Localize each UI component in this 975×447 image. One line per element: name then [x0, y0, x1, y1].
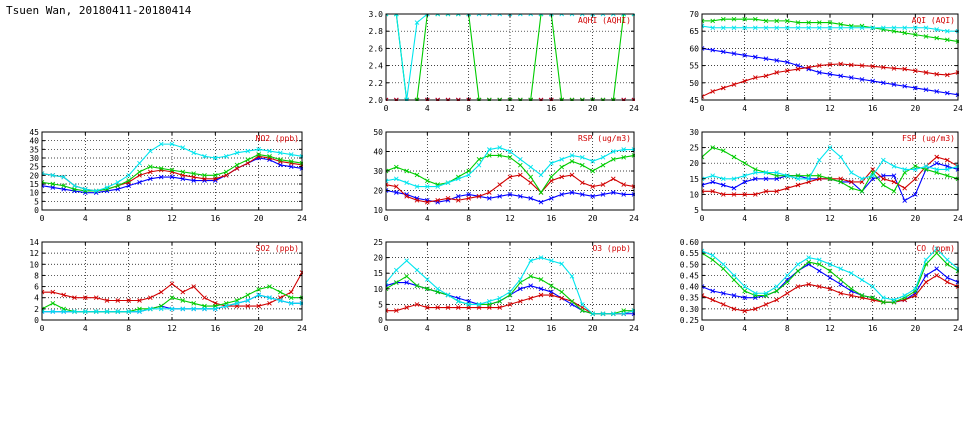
- xtick-label: 12: [825, 214, 835, 223]
- xtick-label: 20: [587, 214, 598, 223]
- chart-title-aqi: AQI (AQI): [911, 16, 955, 25]
- ytick-label: 55: [689, 61, 699, 71]
- ytick-label: 40: [29, 136, 39, 146]
- xtick-label: 0: [383, 324, 389, 333]
- chart-panel-co: [668, 236, 964, 336]
- ytick-label: 2: [34, 304, 39, 314]
- xtick-label: 0: [383, 104, 389, 113]
- ytick-label: 20: [689, 159, 699, 169]
- chart-title-no2: NO2 (ppb): [255, 134, 299, 143]
- ytick-label: 45: [689, 96, 699, 105]
- xtick-label: 20: [253, 214, 264, 223]
- xtick-label: 8: [126, 324, 132, 333]
- xtick-label: 12: [825, 324, 835, 333]
- xtick-label: 16: [867, 104, 878, 113]
- xtick-label: 12: [505, 214, 515, 223]
- ytick-label: 10: [689, 190, 699, 200]
- chart-panel-rsp: [352, 126, 640, 226]
- xtick-label: 4: [82, 214, 88, 223]
- ytick-label: 5: [378, 300, 383, 310]
- chart-title-so2: SO2 (ppb): [255, 244, 299, 253]
- ytick-label: 2.6: [368, 44, 383, 54]
- ytick-label: 5: [34, 197, 39, 207]
- xtick-label: 4: [742, 324, 748, 333]
- ytick-label: 30: [689, 128, 699, 137]
- chart-panel-no2: [8, 126, 308, 226]
- xtick-label: 24: [953, 104, 963, 113]
- chart-so2: [8, 236, 308, 336]
- chart-panel-fsp: [668, 126, 964, 226]
- xtick-label: 8: [784, 104, 790, 113]
- ytick-label: 25: [689, 143, 699, 153]
- ytick-label: 70: [689, 10, 699, 19]
- xtick-label: 8: [466, 214, 472, 223]
- xtick-label: 20: [910, 104, 921, 113]
- ytick-label: 50: [689, 78, 699, 88]
- xtick-label: 24: [953, 324, 963, 333]
- xtick-label: 24: [629, 214, 639, 223]
- xtick-label: 16: [867, 324, 878, 333]
- ytick-label: 0.35: [679, 293, 699, 303]
- chart-rsp: [352, 126, 640, 226]
- ytick-label: 0.30: [679, 304, 699, 314]
- ytick-label: 20: [373, 253, 383, 263]
- xtick-label: 0: [383, 214, 389, 223]
- xtick-label: 24: [629, 324, 639, 333]
- xtick-label: 16: [210, 214, 221, 223]
- xtick-label: 4: [82, 324, 88, 333]
- page-title: Tsuen Wan, 20180411-20180414: [6, 4, 192, 17]
- chart-no2: [8, 126, 308, 226]
- ytick-label: 0.45: [679, 271, 699, 281]
- chart-title-fsp: FSP (ug/m3): [902, 134, 955, 143]
- ytick-label: 15: [689, 174, 699, 184]
- ytick-label: 2.2: [368, 78, 383, 88]
- ytick-label: 5: [694, 206, 699, 215]
- ytick-label: 2.0: [368, 96, 383, 105]
- xtick-label: 24: [629, 104, 639, 113]
- xtick-label: 12: [505, 324, 515, 333]
- ytick-label: 0.50: [679, 260, 699, 270]
- xtick-label: 4: [424, 104, 430, 113]
- chart-aqhi: [352, 8, 640, 116]
- ytick-label: 15: [373, 269, 383, 279]
- xtick-label: 20: [587, 324, 598, 333]
- ytick-label: 2.8: [368, 27, 383, 37]
- xtick-label: 20: [587, 104, 598, 113]
- ytick-label: 15: [29, 180, 39, 189]
- xtick-label: 4: [424, 324, 430, 333]
- ytick-label: 20: [29, 171, 39, 181]
- xtick-label: 16: [546, 214, 557, 223]
- ytick-label: 10: [373, 284, 383, 294]
- chart-title-co: CO (ppm): [916, 244, 955, 253]
- chart-panel-o3: [352, 236, 640, 336]
- xtick-label: 12: [825, 104, 835, 113]
- ytick-label: 10: [373, 206, 383, 215]
- ytick-label: 30: [29, 154, 39, 163]
- ytick-label: 30: [373, 167, 383, 176]
- chart-panel-so2: [8, 236, 308, 336]
- xtick-label: 8: [466, 104, 472, 113]
- xtick-label: 0: [699, 104, 705, 113]
- ytick-label: 45: [29, 128, 39, 137]
- xtick-label: 8: [466, 324, 472, 333]
- ytick-label: 0: [34, 316, 39, 325]
- xtick-label: 24: [297, 214, 307, 223]
- ytick-label: 10: [29, 260, 39, 270]
- ytick-label: 0: [34, 206, 39, 215]
- ytick-label: 3.0: [368, 10, 383, 19]
- xtick-label: 24: [953, 214, 963, 223]
- xtick-label: 24: [297, 324, 307, 333]
- ytick-label: 0.40: [679, 282, 699, 292]
- xtick-label: 20: [910, 324, 921, 333]
- xtick-label: 8: [784, 324, 790, 333]
- ytick-label: 6: [34, 282, 39, 292]
- ytick-label: 10: [29, 188, 39, 198]
- xtick-label: 16: [867, 214, 878, 223]
- xtick-label: 0: [39, 324, 45, 333]
- xtick-label: 8: [784, 214, 790, 223]
- xtick-label: 4: [742, 214, 748, 223]
- chart-title-o3: O3 (ppb): [592, 244, 631, 253]
- ytick-label: 50: [373, 128, 383, 137]
- xtick-label: 20: [253, 324, 264, 333]
- ytick-label: 4: [34, 293, 39, 303]
- xtick-label: 16: [210, 324, 221, 333]
- xtick-label: 16: [546, 324, 557, 333]
- ytick-label: 0.55: [679, 249, 699, 259]
- xtick-label: 8: [126, 214, 132, 223]
- ytick-label: 65: [689, 27, 699, 37]
- xtick-label: 16: [546, 104, 557, 113]
- xtick-label: 0: [39, 214, 45, 223]
- chart-panel-aqi: [668, 8, 964, 116]
- ytick-label: 35: [29, 145, 39, 155]
- ytick-label: 20: [373, 186, 383, 196]
- xtick-label: 0: [699, 214, 705, 223]
- ytick-label: 8: [34, 271, 39, 281]
- ytick-label: 0: [378, 316, 383, 325]
- chart-title-rsp: RSP (ug/m3): [578, 134, 631, 143]
- xtick-label: 4: [424, 214, 430, 223]
- xtick-label: 20: [910, 214, 921, 223]
- xtick-label: 12: [167, 324, 177, 333]
- xtick-label: 12: [505, 104, 515, 113]
- xtick-label: 0: [699, 324, 705, 333]
- ytick-label: 0.60: [679, 238, 699, 247]
- ytick-label: 0.25: [679, 316, 699, 325]
- ytick-label: 25: [29, 162, 39, 172]
- ytick-label: 60: [689, 44, 699, 54]
- xtick-label: 4: [742, 104, 748, 113]
- ytick-label: 14: [29, 238, 39, 247]
- ytick-label: 25: [373, 238, 383, 247]
- chart-o3: [352, 236, 640, 336]
- ytick-label: 40: [373, 147, 383, 157]
- ytick-label: 12: [29, 249, 39, 259]
- chart-aqi: [668, 8, 964, 116]
- chart-co: [668, 236, 964, 336]
- chart-fsp: [668, 126, 964, 226]
- chart-title-aqhi: AQHI (AQHI): [578, 16, 631, 25]
- ytick-label: 2.4: [368, 61, 383, 71]
- xtick-label: 12: [167, 214, 177, 223]
- chart-panel-aqhi: [352, 8, 640, 116]
